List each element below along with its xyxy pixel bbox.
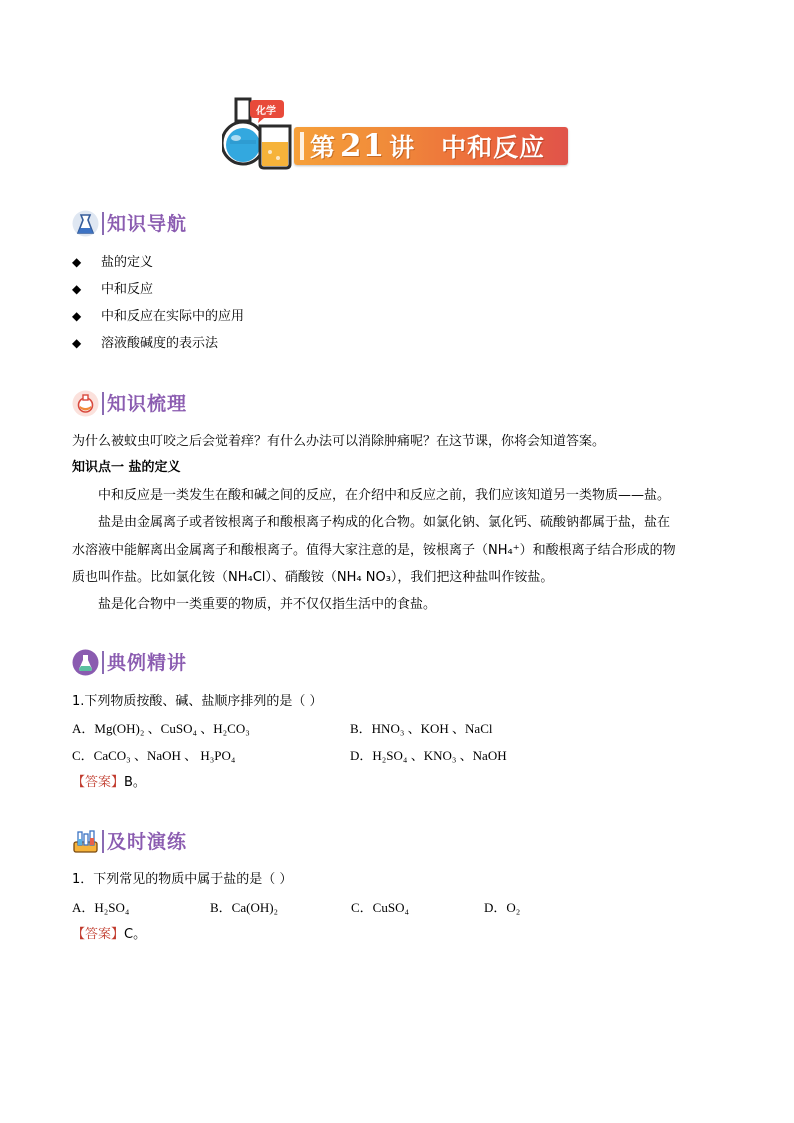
nav-item: ◆ 盐的定义 <box>72 255 154 270</box>
section-title: 典例精讲 <box>107 652 188 674</box>
badge-text: 化学 <box>256 106 276 117</box>
flask-icon <box>72 649 99 676</box>
answer-value: C。 <box>124 927 147 942</box>
option-d: D．H₂SO₄ 、KNO₃ 、NaOH <box>350 748 507 763</box>
paragraph: 质也叫作盐。比如氯化铵（NH₄Cl）、硝酸铵（NH₄ NO₃），我们把这种盐叫作铵盐。 <box>72 570 554 585</box>
paragraph: 水溶液中能解离出金属离子和酸根离子。值得大家注意的是，铵根离子（NH₄⁺）和酸根离子结合形成的物 <box>72 543 676 558</box>
compass-icon <box>72 210 99 237</box>
option-c: C．CaCO₃ 、NaOH 、 H₃PO₄ <box>72 748 236 763</box>
answer-label: 【答案】 <box>72 775 125 790</box>
question-text: 1.下列物质按酸、碱、盐顺序排列的是（ ） <box>72 694 323 709</box>
nav-item: ◆ 溶液酸碱度的表示法 <box>72 336 219 351</box>
paragraph: 盐是由金属离子或者铵根离子和酸根离子构成的化合物。如氯化钠、氯化钙、硫酸钠都属于盐，盐在 <box>98 515 671 530</box>
option-a: A．Mg(OH)₂ 、CuSO₄ 、H₂CO₃ <box>72 721 250 736</box>
paragraph: 中和反应是一类发生在酸和碱之间的反应，在介绍中和反应之前，我们应该知道另一类物质——盐。 <box>98 488 671 503</box>
flask-book-icon <box>72 390 99 417</box>
section-title: 知识梳理 <box>107 393 188 415</box>
nav-item: ◆ 中和反应在实际中的应用 <box>72 309 245 324</box>
option-c: C．CuSO₄ <box>351 900 409 915</box>
answer-value: B。 <box>124 775 146 790</box>
answer <box>72 773 146 793</box>
option-d: D．O₂ <box>484 900 521 915</box>
lesson-banner <box>222 96 572 172</box>
answer <box>72 925 146 945</box>
option-b: B．HNO₃ 、KOH 、NaCl <box>350 721 493 736</box>
option-b: B．Ca(OH)₂ <box>210 900 279 915</box>
paragraph: 盐是化合物中一类重要的物质，并不仅仅指生活中的食盐。 <box>98 597 437 612</box>
lab-kit-icon <box>72 828 99 855</box>
question-text: 1．下列常见的物质中属于盐的是（ ） <box>72 872 293 887</box>
knowledge-point-title: 知识点一 盐的定义 <box>72 460 181 475</box>
answer-label: 【答案】 <box>72 927 125 942</box>
intro-text: 为什么被蚊虫叮咬之后会觉着痒？有什么办法可以消除肿痛呢？在这节课，你将会知道答案。 <box>72 434 606 449</box>
lesson-title: 第 21 讲 中和反应 <box>310 128 546 164</box>
section-title: 及时演练 <box>107 831 188 853</box>
section-title: 知识导航 <box>107 213 188 235</box>
banner-bar <box>294 127 568 165</box>
nav-item: ◆ 中和反应 <box>72 282 154 297</box>
option-a: A．H₂SO₄ <box>72 900 130 915</box>
